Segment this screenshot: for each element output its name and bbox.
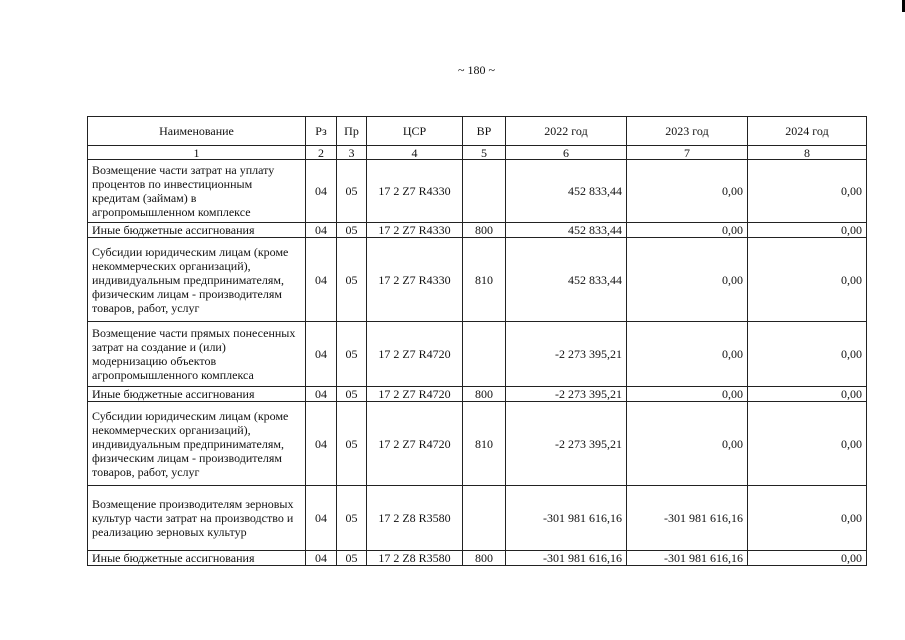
table-row [88, 322, 867, 387]
row-2023: 0,00 [627, 402, 748, 486]
column-number: 3 [337, 146, 367, 160]
row-2024: 0,00 [748, 322, 867, 387]
row-vr: 810 [463, 402, 506, 486]
row-rz: 04 [306, 402, 337, 486]
row-2022: -2 273 395,21 [506, 322, 627, 387]
table-row [88, 486, 867, 551]
row-rz: 04 [306, 322, 337, 387]
row-2022: -2 273 395,21 [506, 387, 627, 402]
row-rz: 04 [306, 486, 337, 551]
row-2022: -301 981 616,16 [506, 551, 627, 566]
page-number: ~ 180 ~ [458, 63, 495, 77]
row-rz: 04 [306, 551, 337, 566]
column-number-row [88, 146, 867, 160]
row-2023: -301 981 616,16 [627, 551, 748, 566]
row-2022: -301 981 616,16 [506, 486, 627, 551]
header-pr: Пр [337, 117, 367, 146]
row-2022: -2 273 395,21 [506, 402, 627, 486]
row-2022: 452 833,44 [506, 238, 627, 322]
row-2024: 0,00 [748, 160, 867, 223]
header-2023: 2023 год [627, 117, 748, 146]
table-row [88, 238, 867, 322]
row-pr: 05 [337, 238, 367, 322]
table-row [88, 402, 867, 486]
row-2024: 0,00 [748, 238, 867, 322]
row-vr: 800 [463, 223, 506, 238]
row-rz: 04 [306, 223, 337, 238]
row-2024: 0,00 [748, 486, 867, 551]
column-number: 4 [367, 146, 463, 160]
row-csr: 17 2 Z7 R4330 [367, 160, 463, 223]
column-number: 6 [506, 146, 627, 160]
row-2023: 0,00 [627, 322, 748, 387]
row-pr: 05 [337, 402, 367, 486]
row-rz: 04 [306, 160, 337, 223]
row-2024: 0,00 [748, 387, 867, 402]
header-row [88, 117, 867, 146]
row-vr [463, 486, 506, 551]
row-csr: 17 2 Z8 R3580 [367, 551, 463, 566]
row-name: Иные бюджетные ассигнования [88, 223, 306, 238]
row-2024: 0,00 [748, 551, 867, 566]
row-vr: 810 [463, 238, 506, 322]
row-2023: 0,00 [627, 387, 748, 402]
row-2024: 0,00 [748, 402, 867, 486]
header-2022: 2022 год [506, 117, 627, 146]
row-2023: -301 981 616,16 [627, 486, 748, 551]
row-pr: 05 [337, 486, 367, 551]
header-rz: Рз [306, 117, 337, 146]
table-row [88, 387, 867, 402]
row-vr [463, 322, 506, 387]
table-row [88, 223, 867, 238]
row-pr: 05 [337, 551, 367, 566]
row-2023: 0,00 [627, 238, 748, 322]
row-csr: 17 2 Z7 R4720 [367, 402, 463, 486]
row-name: Возмещение части прямых понесенных затрат на создание и (или) модернизацию объектов агропромышленного комплекса [88, 322, 306, 387]
row-name: Субсидии юридическим лицам (кроме некоммерческих организаций), индивидуальным предпринимателям, физическим лицам - производителям товаров, работ, услуг [88, 238, 306, 322]
header-2024: 2024 год [748, 117, 867, 146]
row-2022: 452 833,44 [506, 223, 627, 238]
column-number: 7 [627, 146, 748, 160]
row-pr: 05 [337, 322, 367, 387]
row-csr: 17 2 Z7 R4720 [367, 387, 463, 402]
row-name: Возмещение части затрат на уплату процентов по инвестиционным кредитам (займам) в агропромышленном комплексе [88, 160, 306, 223]
row-rz: 04 [306, 387, 337, 402]
row-2024: 0,00 [748, 223, 867, 238]
table-row [88, 551, 867, 566]
column-number: 1 [88, 146, 306, 160]
row-csr: 17 2 Z7 R4720 [367, 322, 463, 387]
row-name: Иные бюджетные ассигнования [88, 551, 306, 566]
row-vr: 800 [463, 551, 506, 566]
row-pr: 05 [337, 160, 367, 223]
row-name: Субсидии юридическим лицам (кроме некоммерческих организаций), индивидуальным предпринимателям, физическим лицам - производителям товаров, работ, услуг [88, 402, 306, 486]
row-name: Иные бюджетные ассигнования [88, 387, 306, 402]
row-vr: 800 [463, 387, 506, 402]
row-csr: 17 2 Z7 R4330 [367, 238, 463, 322]
row-rz: 04 [306, 238, 337, 322]
row-csr: 17 2 Z7 R4330 [367, 223, 463, 238]
row-pr: 05 [337, 387, 367, 402]
row-vr [463, 160, 506, 223]
row-csr: 17 2 Z8 R3580 [367, 486, 463, 551]
column-number: 5 [463, 146, 506, 160]
column-number: 8 [748, 146, 867, 160]
row-name: Возмещение производителям зерновых культур части затрат на производство и реализацию зерновых культур [88, 486, 306, 551]
header-csr: ЦСР [367, 117, 463, 146]
table-row [88, 160, 867, 223]
header-name: Наименование [88, 117, 306, 146]
header-vr: ВР [463, 117, 506, 146]
row-2023: 0,00 [627, 160, 748, 223]
column-number: 2 [306, 146, 337, 160]
row-pr: 05 [337, 223, 367, 238]
row-2022: 452 833,44 [506, 160, 627, 223]
row-2023: 0,00 [627, 223, 748, 238]
budget-table [87, 116, 867, 566]
